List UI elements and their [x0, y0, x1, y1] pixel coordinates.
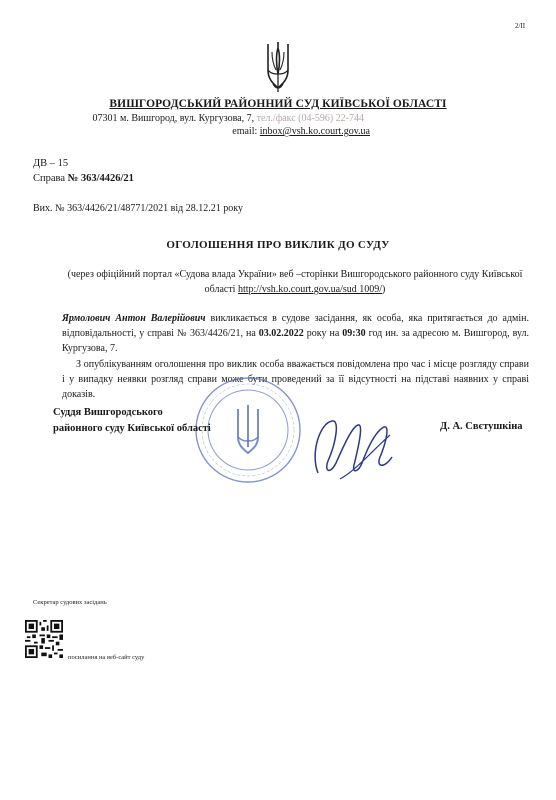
secretary-label: Секретар судових засідань [33, 599, 107, 606]
subtitle-close: ) [382, 284, 386, 295]
hearing-time: 09:30 [342, 328, 366, 339]
handwritten-signature [300, 413, 410, 485]
judge-position [53, 405, 211, 437]
email-link[interactable]: inbox@vsh.ko.court.gov.ua [259, 126, 370, 137]
address-text: 07301 м. Вишгород, вул. Кургузова, 7, [92, 113, 255, 124]
website-link-label: посилання на веб-сайт суду [68, 654, 145, 661]
judge-position-line2: районного суду Київської області [53, 423, 211, 434]
judge-name: Д. А. Свєтушкіна [440, 421, 523, 432]
email-label: email: [232, 126, 258, 137]
page-number: 2/II [515, 22, 526, 30]
case-label: Справа [33, 173, 66, 184]
trident-emblem-icon [264, 40, 292, 94]
summons-text-b: року на [303, 328, 343, 339]
hearing-date: 03.02.2022 [258, 328, 304, 339]
case-number: № 363/4426/21 [67, 173, 134, 184]
subtitle [60, 267, 530, 297]
case-line [33, 173, 134, 184]
subtitle-text: (через офіційний портал «Судова влада України» веб –сторінки Вишгородського районного суду Київської області [67, 269, 523, 295]
document-title: ОГОЛОШЕННЯ ПРО ВИКЛИК ДО СУДУ [166, 239, 390, 251]
phone-text: тел./факс (04-596) 22-744 [256, 113, 364, 124]
portal-link[interactable]: http://vsh.ko.court.gov.ua/sud 1009/ [237, 284, 383, 295]
summons-text-c: год ин. за адресою м. Вишгород, вул. Кургузова, 7. [62, 328, 529, 354]
form-code: ДВ – 15 [33, 158, 69, 169]
court-address [93, 113, 364, 124]
qr-code-icon[interactable] [25, 620, 63, 658]
person-name: Ярмолович Антон Валерійович [62, 313, 206, 324]
judge-position-line1: Суддя Вишгородського [53, 407, 163, 418]
summons-paragraph [62, 311, 529, 356]
court-name: ВИШГОРОДСЬКИЙ РАЙОННИЙ СУД КИЇВСЬКОЇ ОБЛАСТІ [109, 98, 447, 110]
court-email [232, 126, 370, 137]
notice-text: З опублікуванням оголошення про виклик особа вважається повідомлена про час і місце розгляду справи і у випадку неявки розгляд справи може бути проведений за її відсутності на підставі наявних у справі доказів. [62, 359, 529, 400]
summons-text-a: викликається в судове засідання, як особа, яка притягається до адмін. відповідальності, у справі № 363/4426/21, на [62, 313, 529, 339]
outgoing-number: Вих. № 363/4426/21/48771/2021 від 28.12.21 року [33, 203, 243, 214]
